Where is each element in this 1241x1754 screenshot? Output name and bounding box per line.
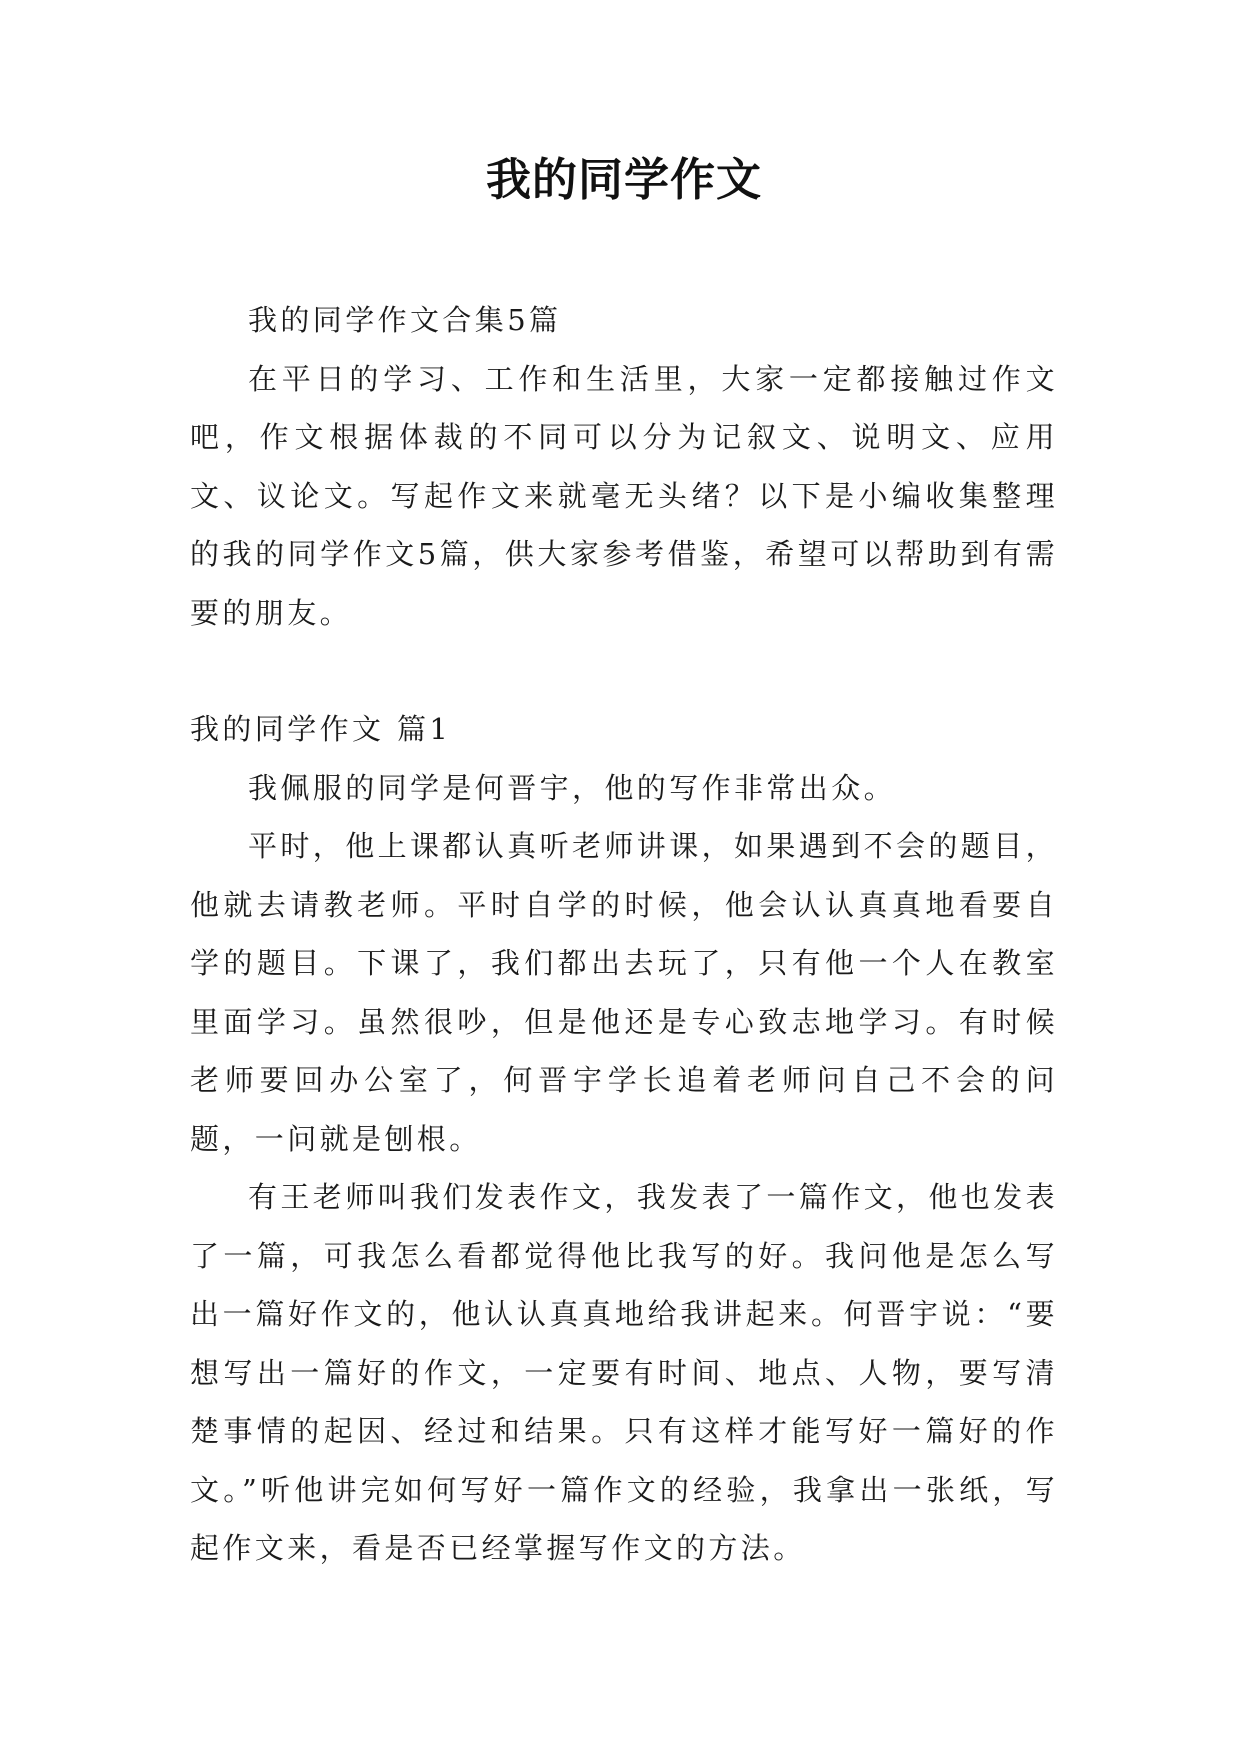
body-paragraph: 平时，他上课都认真听老师讲课，如果遇到不会的题目，他就去请教老师。平时自学的时候，他会认认真真地看要自学的题目。下课了，我们都出去玩了，只有他一个人在教室里面学习。虽然很吵，但是他还是专心致志地学习。有时候老师要回办公室了，何晋宇学长追着老师问自己不会的问题，一问就是刨根。 [190,829,1059,1156]
document-body [190,291,1058,1578]
section-spacer [190,642,1058,700]
intro-paragraph: 在平日的学习、工作和生活里，大家一定都接触过作文吧，作文根据体裁的不同可以分为记叙文、说明文、应用文、议论文。写起作文来就毫无头绪？以下是小编收集整理的我的同学作文5篇，供大家参考借鉴，希望可以帮助到有需要的朋友。 [190,361,1058,630]
section-heading: 我的同学作文 篇1 [190,712,452,746]
body-paragraph: 有王老师叫我们发表作文，我发表了一篇作文，他也发表了一篇，可我怎么看都觉得他比我写的好。我问他是怎么写出一篇好作文的，他认认真真地给我讲起来。何晋宇说：“要想写出一篇好的作文，一定要有时间、地点、人物，要写清楚事情的起因、经过和结果。只有这样才能写好一篇好的作文。”听他讲完如何写好一篇作文的经验，我拿出一张纸，写起作文来，看是否已经掌握写作文的方法。 [190,1180,1059,1565]
document-title: 我的同学作文 [485,153,762,206]
collection-subtitle: 我的同学作文合集5篇 [248,303,562,337]
body-paragraph: 我佩服的同学是何晋宇，他的写作非常出众。 [248,770,897,805]
